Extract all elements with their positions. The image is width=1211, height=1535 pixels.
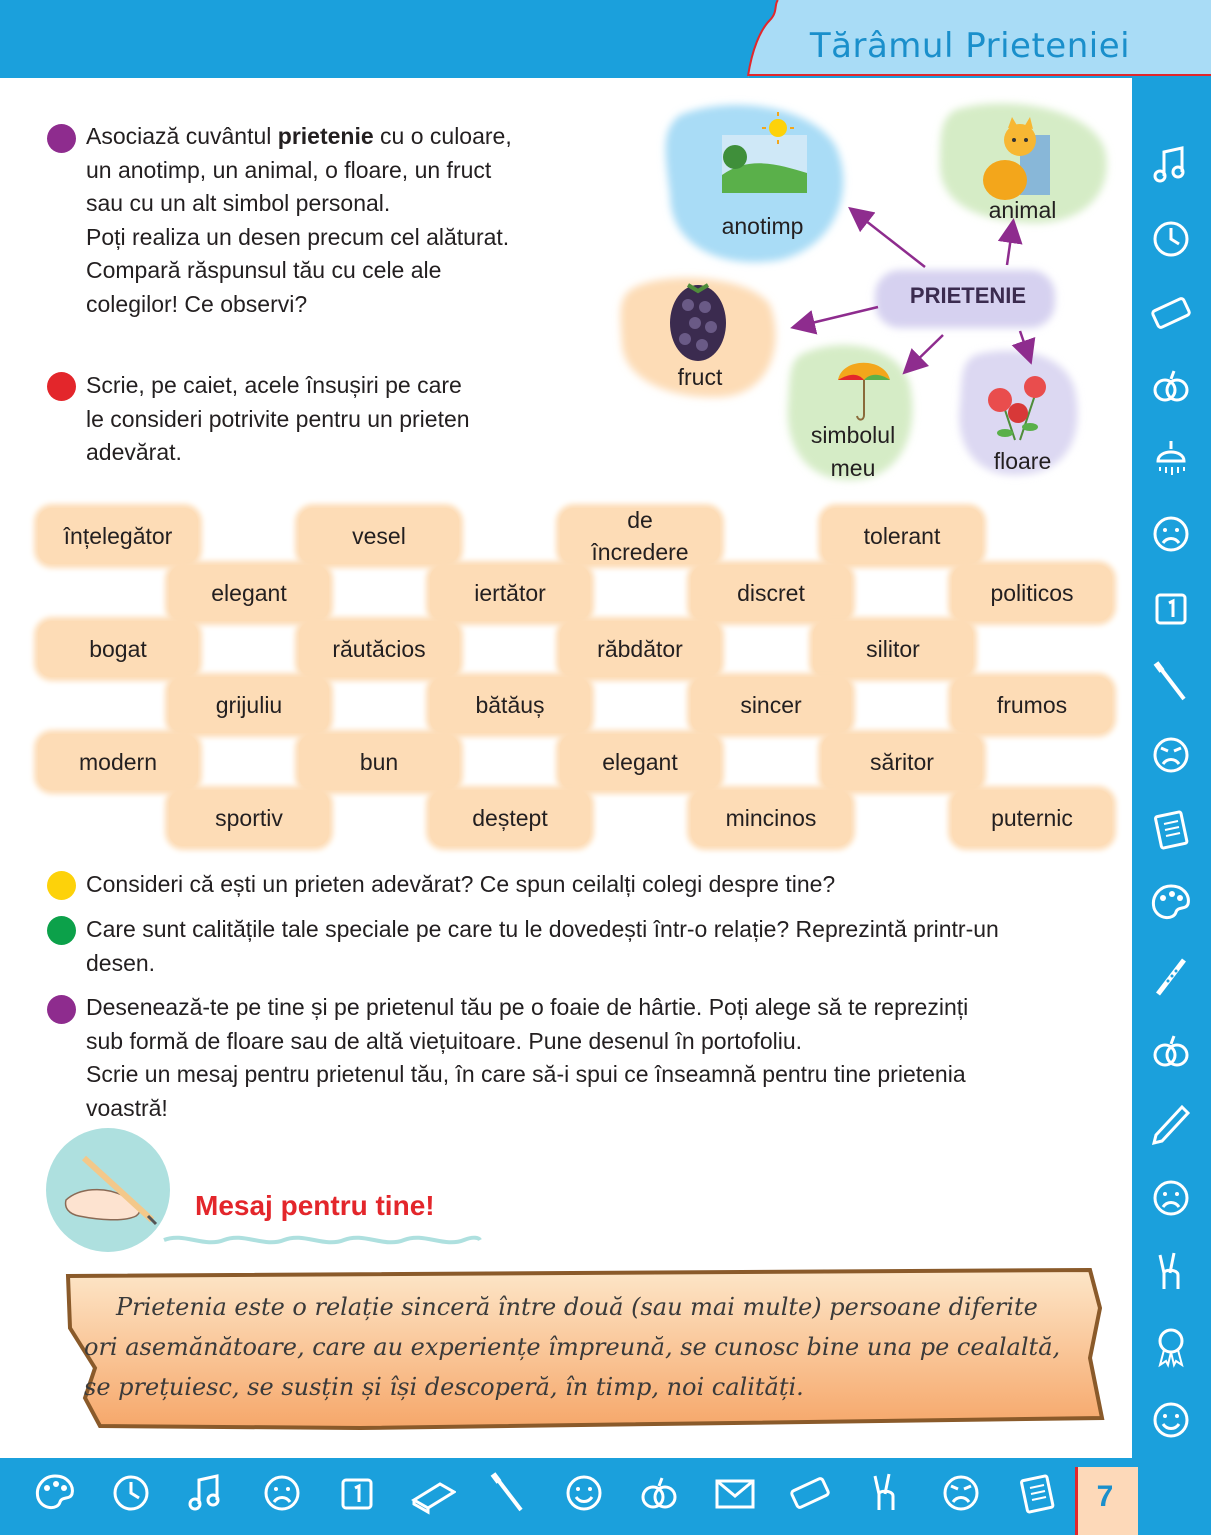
word-cell: înțelegător — [38, 508, 198, 564]
book-icon — [410, 1470, 456, 1516]
arrow-to-anotimp — [852, 210, 925, 267]
calendar-icon — [334, 1470, 380, 1516]
smiley-icon — [1148, 1397, 1194, 1443]
task-2 — [86, 369, 586, 470]
word-cell: bun — [299, 734, 459, 790]
calendar-icon — [1148, 585, 1194, 631]
flute-icon — [1148, 954, 1194, 1000]
task-5 — [86, 991, 1126, 1125]
clock-icon — [108, 1470, 154, 1516]
task-5-line-1: Desenează-te pe tine și pe prietenul tău pe o foaie de hârtie. Poți alege să te reprezinți — [86, 994, 969, 1020]
diagram-label-fruct: fruct — [677, 364, 723, 390]
diagram-center-label: PRIETENIE — [909, 283, 1027, 308]
sad-face-icon — [1148, 1175, 1194, 1221]
task-3: Consideri că ești un prieten adevărat? Ce spun ceilalți colegi despre tine? — [86, 871, 836, 897]
toothbrush-icon — [1148, 659, 1194, 705]
word-cell: vesel — [299, 508, 459, 564]
word-cell: răbdător — [560, 621, 720, 677]
apple-icon — [1148, 363, 1194, 409]
diagram-label-animal: animal — [988, 197, 1057, 223]
word-cell: elegant — [169, 565, 329, 621]
notebook-icon — [1014, 1470, 1060, 1516]
clock-icon — [1148, 216, 1194, 262]
word-cell: silitor — [813, 621, 973, 677]
shower-icon — [1148, 437, 1194, 483]
word-cell: tolerant — [822, 508, 982, 564]
apple-icon — [1148, 1028, 1194, 1074]
word-cell: mincinos — [691, 790, 851, 846]
word-cell: grijuliu — [169, 677, 329, 733]
sad-face-icon — [259, 1470, 305, 1516]
victory-hand-icon — [863, 1470, 909, 1516]
bullet-green — [47, 916, 76, 945]
task-1-line-1: Asociază cuvântul prietenie cu o culoare, — [86, 123, 512, 149]
diagram-label-floare: floare — [993, 448, 1052, 474]
message-line-2: ori asemănătoare, care au experiențe împreună, se cunosc bine una pe cealaltă, — [84, 1333, 1061, 1361]
task-1-line-4: Poți realiza un desen precum cel alăturat. — [86, 223, 510, 250]
ticket-icon — [1148, 290, 1194, 336]
word-cell: de încredere — [560, 508, 720, 564]
task-1-line-2: un anotimp, un animal, o floare, un fruct — [86, 156, 492, 183]
word-cell: discret — [691, 565, 851, 621]
toothbrush-icon — [485, 1470, 531, 1516]
task-5-line-3: Scrie un mesaj pentru prietenul tău, în care să-i spui ce înseamnă pentru tine prietenia — [86, 1061, 966, 1087]
task-1-line-3: sau cu un alt simbol personal. — [86, 190, 391, 216]
arrow-to-simbol — [906, 335, 943, 371]
page-number: 7 — [1096, 1480, 1114, 1513]
pencil-icon — [1148, 1101, 1194, 1147]
smiley-icon — [561, 1470, 607, 1516]
envelope-icon — [712, 1470, 758, 1516]
bullet-yellow — [47, 871, 76, 900]
task-1-line-6: colegilor! Ce observi? — [86, 290, 308, 317]
ticket-icon — [787, 1470, 833, 1516]
word-cell: bătăuș — [430, 677, 590, 733]
word-cell: politicos — [952, 565, 1112, 621]
bullet-red — [47, 372, 76, 401]
task-2-line-2: le consideri potrivite pentru un prieten — [86, 405, 470, 432]
keyword-prietenie: prietenie — [277, 123, 374, 149]
word-cell: săritor — [822, 734, 982, 790]
word-cell: bogat — [38, 621, 198, 677]
task-1 — [86, 120, 586, 321]
word-cell: modern — [38, 734, 198, 790]
music-note-icon — [183, 1470, 229, 1516]
message-line-1: Prietenia este o relație sinceră între două (sau mai multe) persoane diferite — [116, 1293, 1038, 1321]
word-cell: sportiv — [169, 790, 329, 846]
apple-icon — [636, 1470, 682, 1516]
palette-icon — [32, 1470, 78, 1516]
music-note-icon — [1148, 142, 1194, 188]
bullet-purple — [47, 124, 76, 153]
diagram-label-simbol: simbolul meu — [810, 422, 896, 481]
word-cell: sincer — [691, 677, 851, 733]
word-cell: elegant — [560, 734, 720, 790]
task-4 — [86, 913, 1126, 980]
angry-face-icon — [938, 1470, 984, 1516]
task-2-line-3: adevărat. — [86, 439, 182, 465]
victory-hand-icon — [1148, 1249, 1194, 1295]
arrow-to-animal — [1007, 223, 1013, 265]
word-cell: răutăcios — [299, 621, 459, 677]
task-2-line-1: Scrie, pe caiet, acele însușiri pe care — [86, 372, 462, 398]
diagram-label-anotimp: anotimp — [721, 213, 804, 239]
message-heading: Mesaj pentru tine! — [195, 1190, 435, 1221]
task-4-line-1: Care sunt calitățile tale speciale pe care tu le dovedești într-o relație? Reprezintă printr-un — [86, 916, 999, 942]
task-4-line-2: desen. — [86, 949, 156, 976]
word-cell: frumos — [952, 677, 1112, 733]
task-5-line-2: sub formă de floare sau de altă viețuitoare. Pune desenul în portofoliu. — [86, 1027, 803, 1054]
notebook-icon — [1148, 806, 1194, 852]
arrow-to-fruct — [795, 307, 878, 327]
bullet-purple — [47, 995, 76, 1024]
blackberry-picture — [670, 285, 726, 361]
sad-face-icon — [1148, 511, 1194, 557]
task-1-line-5: Compară răspunsul tău cu cele ale — [86, 257, 442, 283]
palette-icon — [1148, 880, 1194, 926]
task-5-line-4: voastră! — [86, 1094, 168, 1121]
word-cell: puternic — [952, 790, 1112, 846]
word-cell: iertător — [430, 565, 590, 621]
message-line-3: se prețuiesc, se susțin și își descoperă, în timp, noi calități. — [84, 1373, 804, 1401]
page-title: Tărâmul Prieteniei — [809, 26, 1131, 66]
word-cell: deștept — [430, 790, 590, 846]
medal-icon — [1148, 1323, 1194, 1369]
angry-face-icon — [1148, 732, 1194, 778]
message-text — [84, 1287, 1094, 1407]
